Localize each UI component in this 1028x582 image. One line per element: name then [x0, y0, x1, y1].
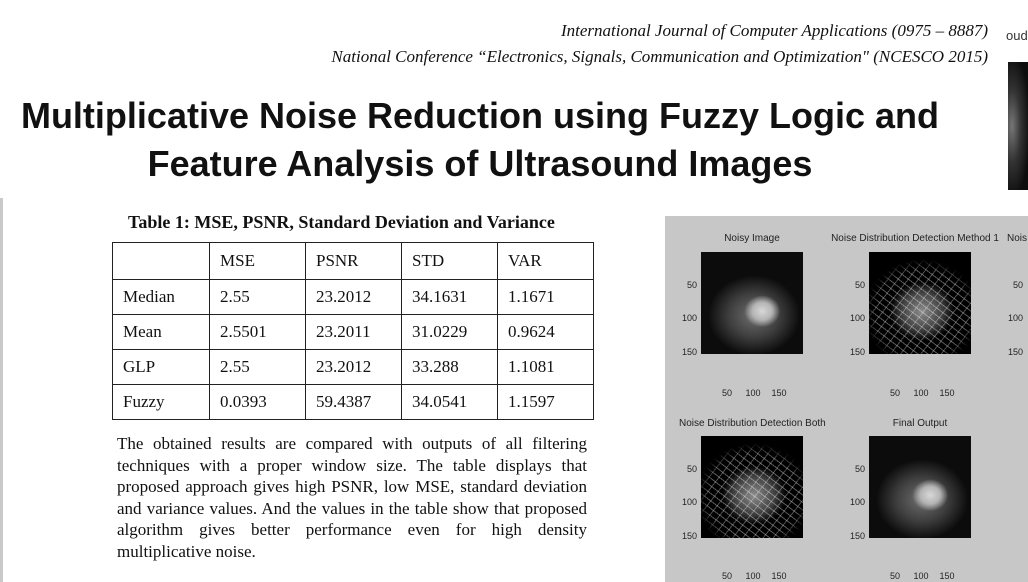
image-mask [701, 436, 803, 538]
table-cell: 2.55 [210, 350, 306, 385]
table-row [113, 385, 594, 420]
x-tick: 150 [771, 388, 787, 398]
table-cell: 34.1631 [402, 280, 498, 315]
edge-detection-image [701, 436, 803, 538]
x-tick: 50 [889, 388, 900, 398]
table-cell: 1.1671 [498, 280, 594, 315]
journal-header: International Journal of Computer Applications (0975 – 8887) [560, 21, 988, 40]
table-row [113, 280, 594, 315]
column-header: VAR [498, 243, 594, 280]
row-label: Fuzzy [113, 385, 210, 420]
conference-header: National Conference “Electronics, Signals, Communication and Optimization" (NCESCO 2015) [331, 47, 988, 66]
row-label: GLP [113, 350, 210, 385]
table-cell: 34.0541 [402, 385, 498, 420]
panel-title: Noise Distribution Detection Both [679, 418, 826, 429]
y-tick: 50 [686, 280, 697, 290]
left-edge-divider [0, 198, 3, 582]
panel-title: Noise Distribution Detection Method 1 [831, 233, 999, 244]
image-mask [869, 252, 971, 354]
table-cell: 31.0229 [402, 315, 498, 350]
y-tick: 100 [849, 313, 865, 323]
table-cell: 2.5501 [210, 315, 306, 350]
y-tick: 100 [681, 313, 697, 323]
y-tick: 100 [849, 497, 865, 507]
table-cell: 33.288 [402, 350, 498, 385]
x-tick: 100 [913, 571, 929, 581]
final-output-image [869, 436, 971, 538]
panel-title: Final Output [892, 418, 948, 429]
noisy-image [701, 252, 803, 354]
results-table [112, 242, 594, 420]
x-tick: 150 [771, 571, 787, 581]
table-caption: Table 1: MSE, PSNR, Standard Deviation and Variance [128, 212, 555, 232]
y-tick: 50 [854, 280, 865, 290]
edge-detection-image [869, 252, 971, 354]
y-tick: 150 [681, 531, 697, 541]
table-cell: 59.4387 [306, 385, 402, 420]
y-tick: 150 [681, 347, 697, 357]
table-header-row [113, 243, 594, 280]
paper-title-line-1: Multiplicative Noise Reduction using Fuzzy Logic and [20, 95, 940, 136]
y-tick: 100 [1007, 313, 1023, 323]
table-cell: 23.2012 [306, 350, 402, 385]
paper-title-line-2: Feature Analysis of Ultrasound Images [147, 143, 813, 184]
x-tick: 150 [939, 388, 955, 398]
table-cell: 23.2011 [306, 315, 402, 350]
y-tick: 150 [849, 531, 865, 541]
column-header: STD [402, 243, 498, 280]
row-label: Mean [113, 315, 210, 350]
y-tick: 150 [849, 347, 865, 357]
x-tick: 100 [913, 388, 929, 398]
table-cell: 0.9624 [498, 315, 594, 350]
column-header: PSNR [306, 243, 402, 280]
results-paragraph: The obtained results are compared with outputs of all filtering techniques with a proper window size. The table displays that proposed approach gives high PSNR, low MSE, standard deviation and variance values. And the values in the table show that proposed algorithm gives better performance even for high density multiplicative noise. [117, 434, 587, 561]
x-tick: 100 [745, 388, 761, 398]
table-corner-cell [113, 243, 210, 280]
table-cell: 0.0393 [210, 385, 306, 420]
x-tick: 100 [745, 571, 761, 581]
matlab-figure [665, 216, 1028, 582]
edge-tab[interactable]: oud [1006, 28, 1028, 43]
row-label: Median [113, 280, 210, 315]
table-cell: 1.1597 [498, 385, 594, 420]
y-tick: 100 [681, 497, 697, 507]
table-cell: 23.2012 [306, 280, 402, 315]
y-tick: 50 [1012, 280, 1023, 290]
edge-thumbnail [1008, 62, 1028, 190]
x-tick: 50 [721, 388, 732, 398]
x-tick: 50 [721, 571, 732, 581]
y-tick: 50 [854, 464, 865, 474]
table-cell: 1.1081 [498, 350, 594, 385]
x-tick: 150 [939, 571, 955, 581]
table-cell: 2.55 [210, 280, 306, 315]
column-header: MSE [210, 243, 306, 280]
table-row [113, 350, 594, 385]
table-row [113, 315, 594, 350]
y-tick: 50 [686, 464, 697, 474]
panel-title: Noisy Image [724, 233, 780, 244]
panel-title-cut: Nois [1007, 233, 1028, 244]
y-tick: 150 [1007, 347, 1023, 357]
x-tick: 50 [889, 571, 900, 581]
